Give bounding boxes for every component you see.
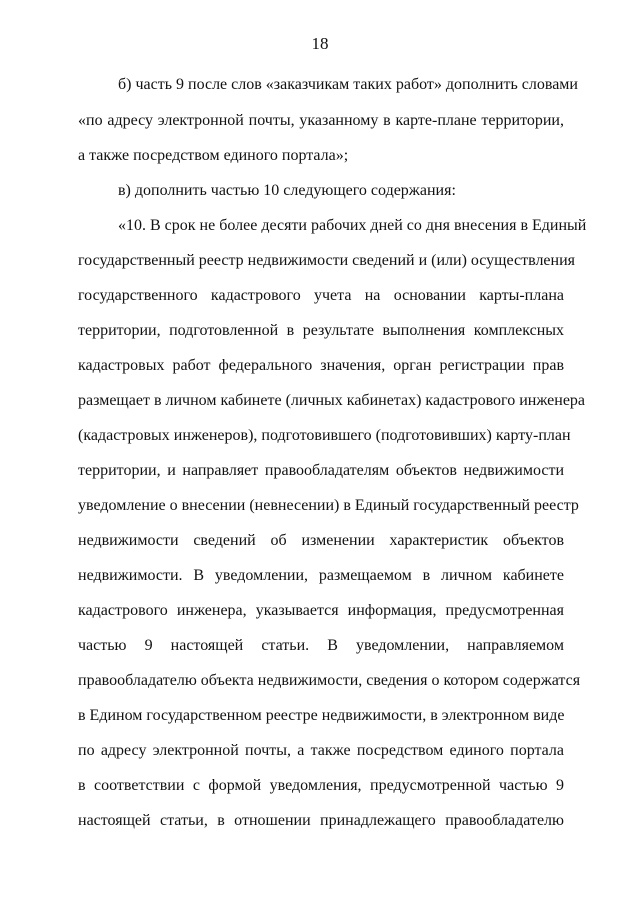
text-line: по адресу электронной почты, а также посредством единого портала [78,742,564,759]
text-line: кадастровых работ федерального значения, орган регистрации прав [78,357,564,374]
text-line: размещает в личном кабинете (личных кабинетах) кадастрового инженера [78,392,586,409]
text-line: настоящей статьи, в отношении принадлежащего правообладателю [78,812,564,829]
text-line: частью 9 настоящей статьи. В уведомлении, направляемом [78,637,564,654]
text-line: «10. В срок не более десяти рабочих дней со дня внесения в Единый [118,217,587,234]
text-line: (кадастровых инженеров), подготовившего (подготовивших) карту-план [78,427,571,444]
text-line: «по адресу электронной почты, указанному в карте-плане территории, [78,112,564,129]
text-line: недвижимости сведений об изменении характеристик объектов [78,532,564,549]
text-line: в соответствии с формой уведомления, предусмотренной частью 9 [78,777,564,794]
text-line: а также посредством единого портала»; [78,147,349,164]
text-line: территории, и направляет правообладателям объектов недвижимости [78,462,564,479]
text-line: б) часть 9 после слов «заказчикам таких работ» дополнить словами [118,76,578,93]
text-line: правообладателю объекта недвижимости, сведения о котором содержатся [78,672,581,689]
text-line: территории, подготовленной в результате выполнения комплексных [78,322,564,339]
text-line: государственного кадастрового учета на основании карты-плана [78,287,564,304]
text-line: в Едином государственном реестре недвижимости, в электронном виде [78,707,565,724]
text-line: государственный реестр недвижимости сведений и (или) осуществления [78,252,576,269]
text-line: в) дополнить частью 10 следующего содержания: [118,182,456,199]
page-number: 18 [311,34,329,53]
text-line: кадастрового инженера, указывается информация, предусмотренная [78,602,564,619]
text-line: недвижимости. В уведомлении, размещаемом в личном кабинете [78,567,564,584]
text-line: уведомление о внесении (невнесении) в Единый государственный реестр [78,497,579,514]
